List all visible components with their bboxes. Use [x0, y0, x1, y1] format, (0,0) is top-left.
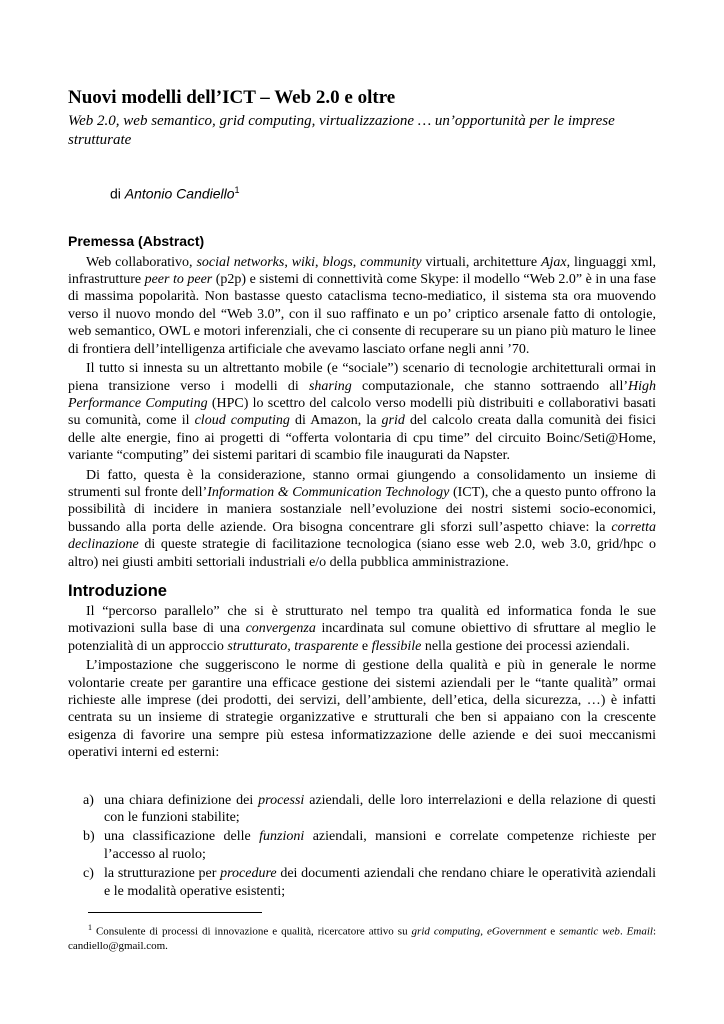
- footnote-text: Consulente di processi di innovazione e qualità, ricercatore attivo su grid computing, eGovernment e semantic web. Email: candiello@gmail.com.: [68, 925, 657, 953]
- list-marker: a): [83, 792, 94, 808]
- list-item-text: la strutturazione per procedure dei documenti aziendali che rendano chiare le operatività aziendali e le modalità operative esistenti;: [104, 866, 656, 899]
- abstract-paragraph-2: Il tutto si innesta su un altrettanto mobile (e “sociale”) scenario di tecnologie architetturali ormai in piena transizione verso i modelli di sharing computazionale, che stanno sottraendo all’High Performance Computing (HPC) lo scettro del calcolo verso modelli più distribuiti e collaborativi basati su comunità, come il cloud computing di Amazon, la grid del calcolo creata dalla comunità dei fisici delle alte energie, fino ai progetti di “offerta volontaria di cpu time” del circuito Boinc/Seti@Home, variante “computing” dei sistemi paritari di scambio file inaugurati da Napster.: [68, 361, 656, 464]
- list-item: [68, 792, 656, 827]
- footnote-mark: 1: [88, 923, 92, 932]
- author-prefix: di: [110, 185, 125, 202]
- list-item: [68, 865, 656, 900]
- list-item: [68, 828, 656, 863]
- intro-paragraph-2: L’impostazione che suggeriscono le norme di gestione della qualità e più in generale le norme volontarie create per garantire una efficace gestione dei sistemi aziendali per le “tante qualità” ormai richieste alle imprese (dei prodotti, dei servizi, dell’ambiente, dell’etica, della sicurezza, …) è infatti centrata su un insieme di strategie organizzative e strutturali che ben si appaiano con la crescente esigenza di favorire una sempre più estesa informatizzazione delle aziende e dei suoi meccanismi operativi interni ed esterni:: [68, 658, 656, 761]
- list-marker: b): [83, 829, 95, 845]
- footnote-divider: [88, 912, 262, 913]
- requirements-list: [68, 792, 656, 900]
- list-item-text: una chiara definizione dei processi aziendali, delle loro interrelazioni e della relazione di questi con le funzioni stabilite;: [104, 792, 657, 826]
- document-subtitle: Web 2.0, web semantico, grid computing, virtualizzazione … un’opportunità per le imprese strutturate: [68, 113, 615, 148]
- document-body: [68, 86, 656, 902]
- footnote-ref[interactable]: 1: [234, 185, 240, 195]
- author-line: [110, 181, 656, 203]
- list-item-text: una classificazione delle funzioni aziendali, mansioni e correlate competenze richieste per l’accesso al ruolo;: [104, 829, 656, 862]
- list-marker: c): [83, 866, 94, 882]
- footnote: [68, 921, 656, 954]
- abstract-heading: Premessa (Abstract): [68, 232, 205, 249]
- author-name: Antonio Candiello: [124, 185, 235, 202]
- document-title: Nuovi modelli dell’ICT – Web 2.0 e oltre: [68, 87, 396, 108]
- abstract-paragraph-1: Web collaborativo, social networks, wiki, blogs, community virtuali, architetture Ajax, linguaggi xml, infrastrutture peer to peer (p2p) e sistemi di connettività come Skype: il modello “Web 2.0” è in una fase di massima popolarità. Non bastasse questo cataclisma tecno-mediatico, il sistema sta ora muovendo verso il nuovo mondo del “Web 3.0”, con il suo raffinato e un po’ criptico arsenale fatto di ontologie, web semantico, OWL e motori inferenziali, che ci consente di recuperare su un piano più maturo le linee di frontiera dell’intelligenza artificiale che avevamo lasciato orfane negli anni ’70.: [68, 254, 657, 357]
- abstract-paragraph-3: Di fatto, questa è la considerazione, stanno ormai giungendo a consolidamento un insieme di strumenti sul fronte dell’Information & Communication Technology (ICT), che a questo punto offrono la possibilità di incidere in maniera sostanziale nell’evoluzione dei nostri sistemi socio-economici, bussando alla porta delle aziende. Ora bisogna concentrare gli sforzi sull’aspetto chiave: la corretta declinazione di queste strategie di facilitazione tecnologica (siano esse web 2.0, web 3.0, grid/hpc o altro) nei giusti ambiti settoriali industriali e/o della pubblica amministrazione.: [68, 467, 656, 570]
- intro-paragraph-1: Il “percorso parallelo” che si è strutturato nel tempo tra qualità ed informatica fonda le sue motivazioni sulla base di una convergenza incardinata sul comune obiettivo di sfruttare al meglio le potenzialità di un approccio strutturato, trasparente e flessibile nella gestione dei processi aziendali.: [68, 603, 656, 654]
- introduction-heading: Introduzione: [68, 581, 167, 600]
